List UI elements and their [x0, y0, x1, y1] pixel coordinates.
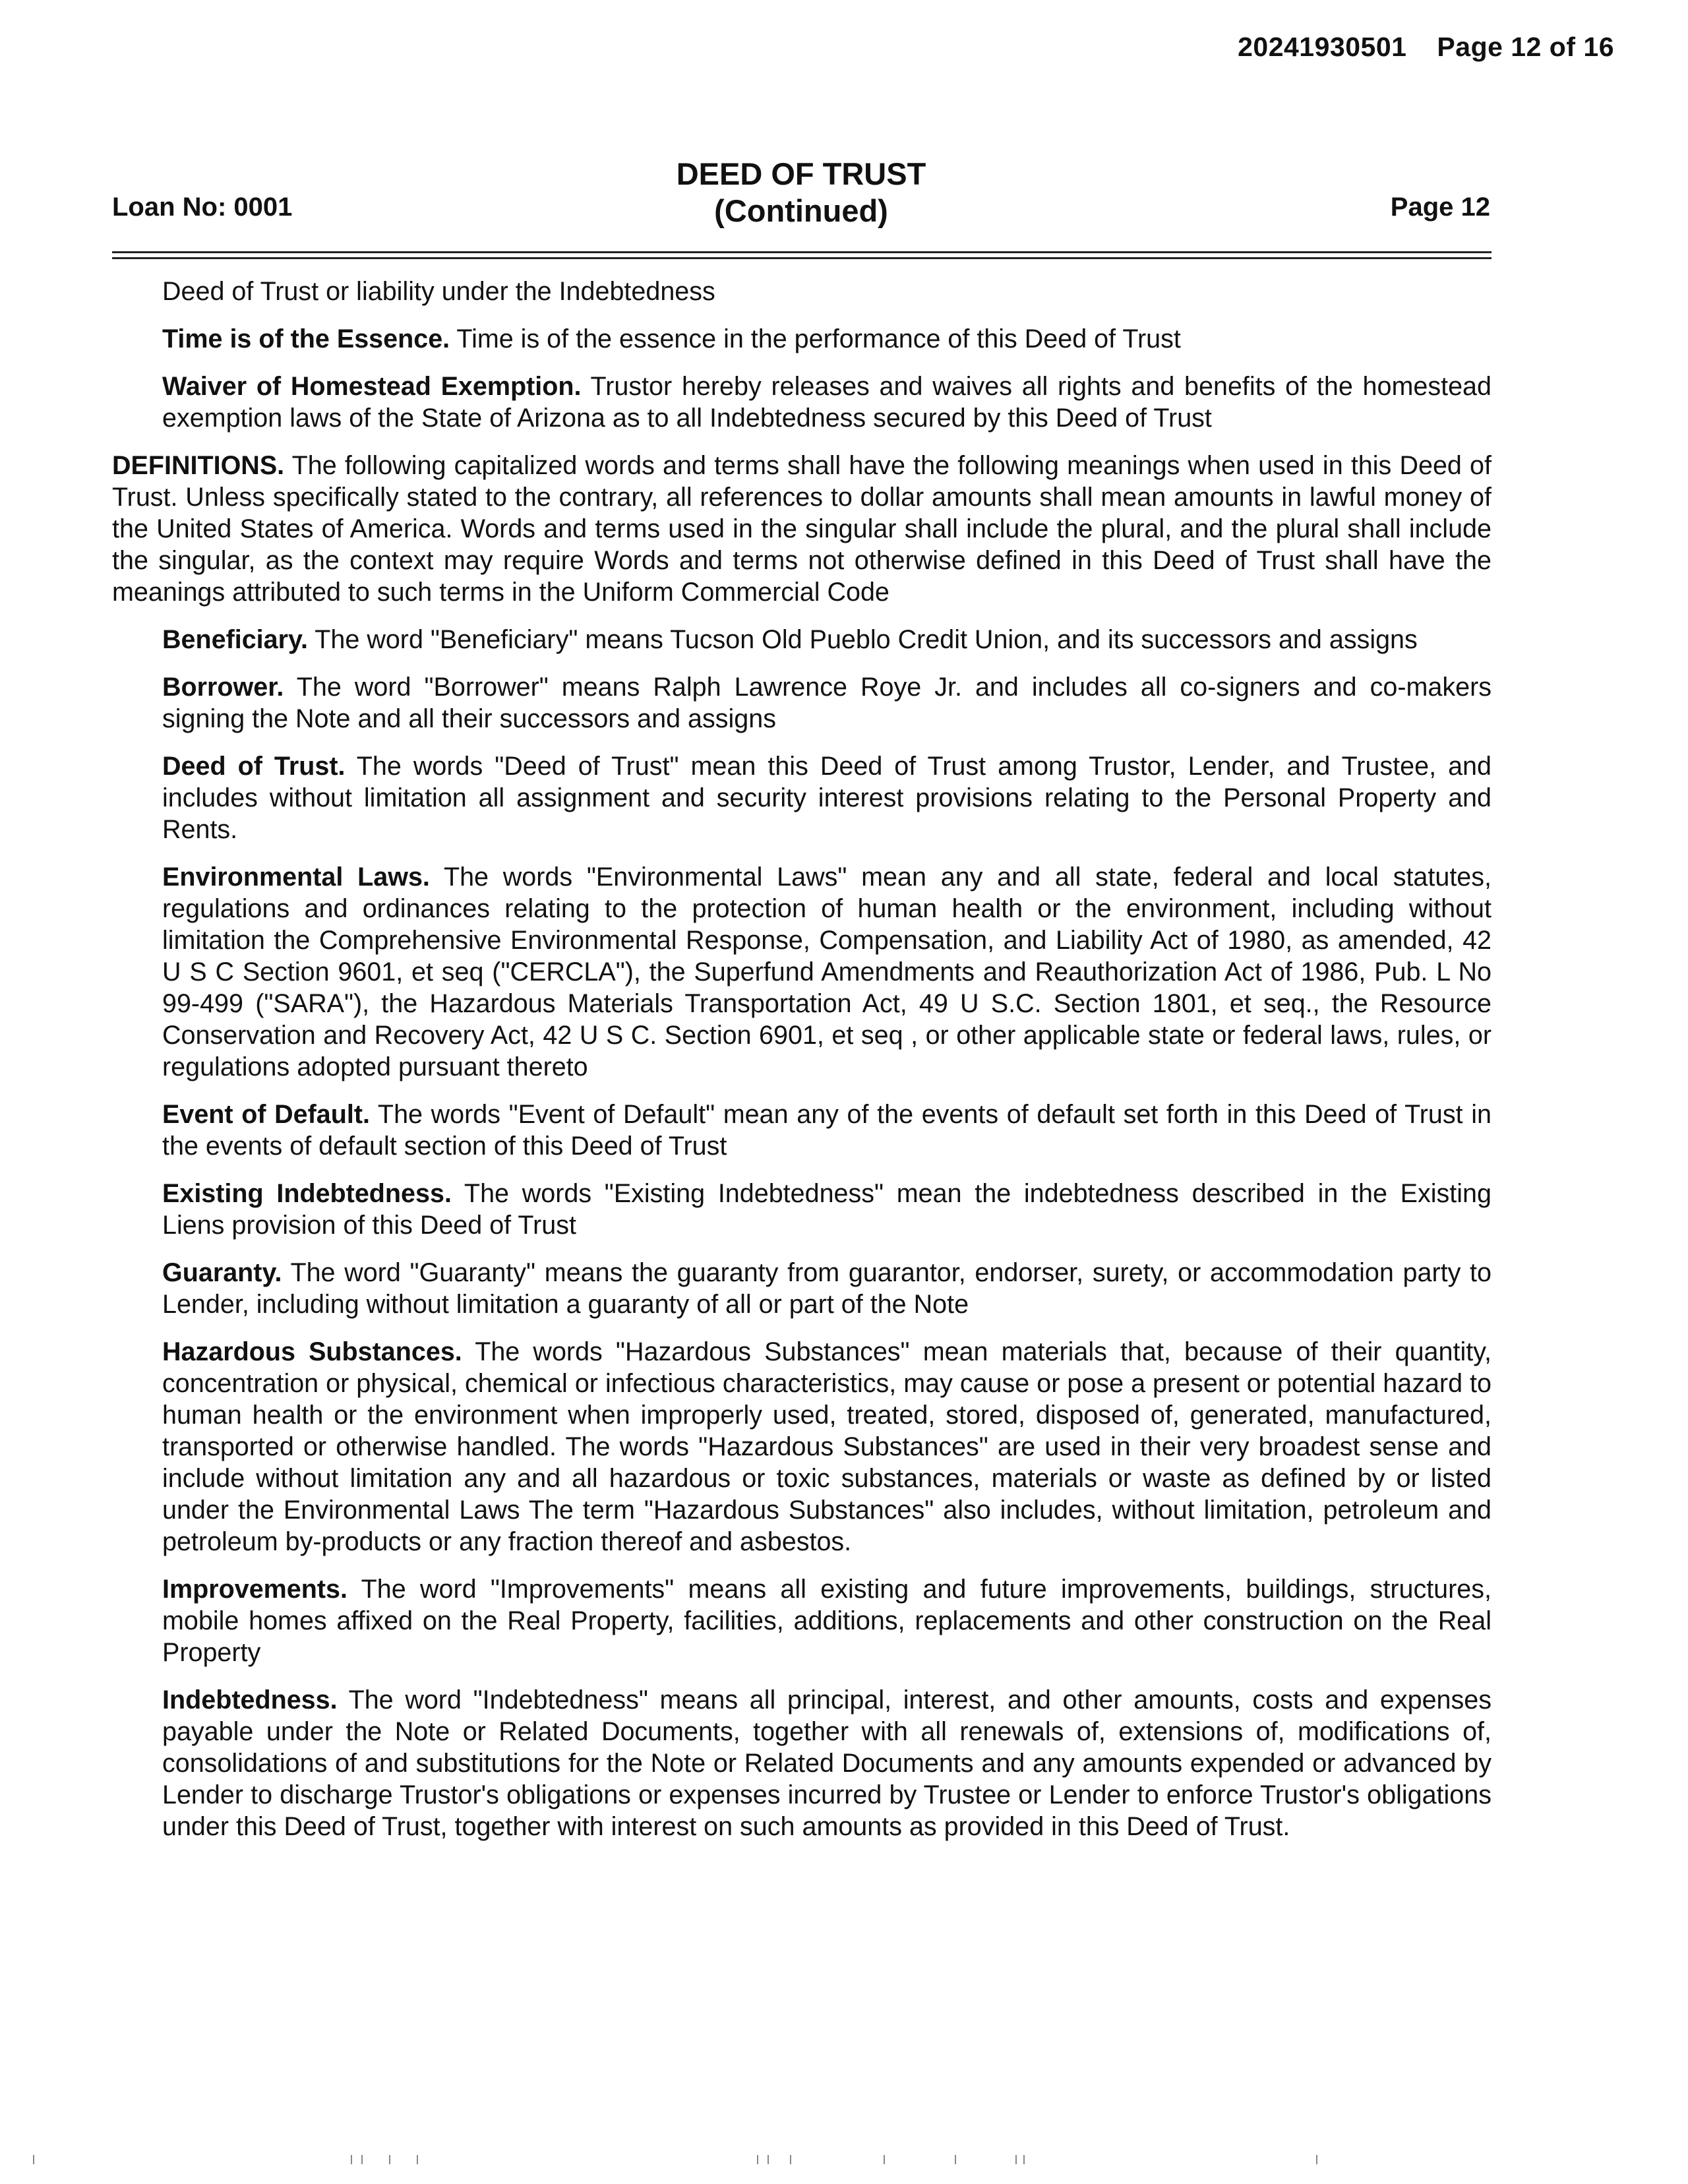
term-label: Deed of Trust.: [162, 752, 346, 781]
continuation-text: Deed of Trust or liability under the Indebtedness: [162, 277, 715, 306]
definition-existing-indebtedness: [162, 1178, 1492, 1241]
term-label: Time is of the Essence.: [162, 324, 450, 353]
definition-environmental-laws: [162, 861, 1492, 1083]
document-title: [112, 156, 1490, 229]
scan-mark: [1015, 2155, 1017, 2164]
paragraph-waiver-homestead: [162, 371, 1492, 434]
term-label: Guaranty.: [162, 1258, 282, 1287]
recording-page-info: Page 12 of 16: [1437, 32, 1614, 62]
term-text: The word "Guaranty" means the guaranty from guarantor, endorser, surety, or accommodation party to Lender, including without limitation a guaranty of all or part of the Note: [162, 1258, 1492, 1319]
term-label: Indebtedness.: [162, 1685, 338, 1714]
header-divider-top: [112, 251, 1492, 253]
scan-mark: [351, 2155, 352, 2164]
title-line-2: (Continued): [714, 193, 888, 228]
document-body: [112, 276, 1492, 1858]
scan-mark: [361, 2155, 363, 2164]
recording-header: [1238, 32, 1614, 63]
scan-mark: [389, 2155, 390, 2164]
definition-beneficiary: [162, 624, 1492, 655]
term-text: The word "Beneficiary" means Tucson Old Pueblo Credit Union, and its successors and assigns: [308, 625, 1418, 654]
term-text: The words "Event of Default" mean any of the events of default set forth in this Deed of Trust in the events of default section of this Deed of Trust: [162, 1100, 1492, 1161]
title-line-1: DEED OF TRUST: [676, 156, 926, 191]
recording-number: 20241930501: [1238, 32, 1407, 62]
term-text: The words "Deed of Trust" mean this Deed of Trust among Trustor, Lender, and Trustee, and includes without limitation all assignment and security interest provisions relating to the Personal Property and Rents.: [162, 752, 1492, 844]
document-header: [112, 152, 1490, 231]
definition-guaranty: [162, 1257, 1492, 1320]
term-label: Event of Default.: [162, 1100, 370, 1129]
scan-mark: [33, 2155, 34, 2164]
term-label: Improvements.: [162, 1575, 347, 1604]
scan-mark: [768, 2155, 769, 2164]
definition-event-of-default: [162, 1099, 1492, 1162]
definition-improvements: [162, 1573, 1492, 1668]
term-text: The word "Borrower" means Ralph Lawrence Roye Jr. and includes all co-signers and co-makers signing the Note and all their successors and assigns: [162, 673, 1492, 733]
term-text: Time is of the essence in the performance of this Deed of Trust: [450, 324, 1181, 353]
section-heading: DEFINITIONS.: [112, 451, 285, 480]
definition-borrower: [162, 671, 1492, 735]
scan-mark: [757, 2155, 758, 2164]
paragraph-definitions: [112, 450, 1492, 608]
definition-hazardous-substances: [162, 1336, 1492, 1558]
scan-artifacts: [0, 2155, 1688, 2168]
definition-indebtedness: [162, 1684, 1492, 1842]
term-text: The words "Environmental Laws" mean any and all state, federal and local statutes, regulations and ordinances relating to the protection of human health or the environment, including without limitation the Comprehensive Environmental Response, Compensation, and Liability Act of 1980, as amended, 42 U S C Section 9601, et seq ("CERCLA"), the Superfund Amendments and Reauthorization Act of 1986, Pub. L No 99-499 ("SARA"), the Hazardous Materials Transportation Act, 49 U S.C. Section 1801, et seq., the Resource Conservation and Recovery Act, 42 U S C. Section 6901, et seq , or other applicable state or federal laws, rules, or regulations adopted pursuant thereto: [162, 863, 1492, 1081]
term-label: Waiver of Homestead Exemption.: [162, 372, 582, 401]
term-label: Existing Indebtedness.: [162, 1179, 452, 1208]
term-text: The words "Existing Indebtedness" mean the indebtedness described in the Existing Liens provision of this Deed of Trust: [162, 1179, 1492, 1240]
term-label: Hazardous Substances.: [162, 1337, 462, 1366]
scan-mark: [417, 2155, 418, 2164]
term-label: Borrower.: [162, 673, 284, 702]
loan-number: Loan No: 0001: [112, 193, 293, 222]
paragraph-continuation: [162, 276, 1492, 307]
term-label: Beneficiary.: [162, 625, 309, 654]
scan-mark: [1023, 2155, 1025, 2164]
paragraph-time-of-essence: [162, 323, 1492, 355]
definition-deed-of-trust: [162, 750, 1492, 845]
term-text: The words "Hazardous Substances" mean materials that, because of their quantity, concentration or physical, chemical or infectious characteristics, may cause or pose a present or potential hazard to human health or the environment when improperly used, treated, stored, disposed of, generated, manufactured, transported or otherwise handled. The words "Hazardous Substances" are used in their very broadest sense and include without limitation any and all hazardous or toxic substances, materials or waste as defined by or listed under the Environmental Laws The term "Hazardous Substances" also includes, without limitation, petroleum and petroleum by-products or any fraction thereof and asbestos.: [162, 1337, 1492, 1556]
term-text: The word "Indebtedness" means all principal, interest, and other amounts, costs and expenses payable under the Note or Related Documents, together with all renewals of, extensions of, modifications of, consolidations of and substitutions for the Note or Related Documents and any amounts expended or advanced by Lender to discharge Trustor's obligations or expenses incurred by Trustee or Lender to enforce Trustor's obligations under this Deed of Trust, together with interest on such amounts as provided in this Deed of Trust.: [162, 1685, 1492, 1841]
term-text: The word "Improvements" means all existing and future improvements, buildings, structures, mobile homes affixed on the Real Property, facilities, additions, replacements and other construction on the Real Property: [162, 1575, 1492, 1667]
scan-mark: [1316, 2155, 1317, 2164]
page-number: Page 12: [1390, 193, 1490, 222]
scan-mark: [955, 2155, 956, 2164]
term-text: Trustor hereby releases and waives all rights and benefits of the homestead exemption laws of the State of Arizona as to all Indebtedness secured by this Deed of Trust: [162, 372, 1492, 433]
term-label: Environmental Laws.: [162, 863, 430, 892]
scan-mark: [790, 2155, 791, 2164]
section-text: The following capitalized words and terms shall have the following meanings when used in this Deed of Trust. Unless specifically stated to the contrary, all references to dollar amounts shall mean amounts in lawful money of the United States of America. Words and terms used in the singular shall include the plural, and the plural shall include the singular, as the context may require Words and terms not otherwise defined in this Deed of Trust shall have the meanings attributed to such terms in the Uniform Commercial Code: [112, 451, 1492, 607]
scan-mark: [884, 2155, 885, 2164]
header-divider-bottom: [112, 257, 1492, 259]
